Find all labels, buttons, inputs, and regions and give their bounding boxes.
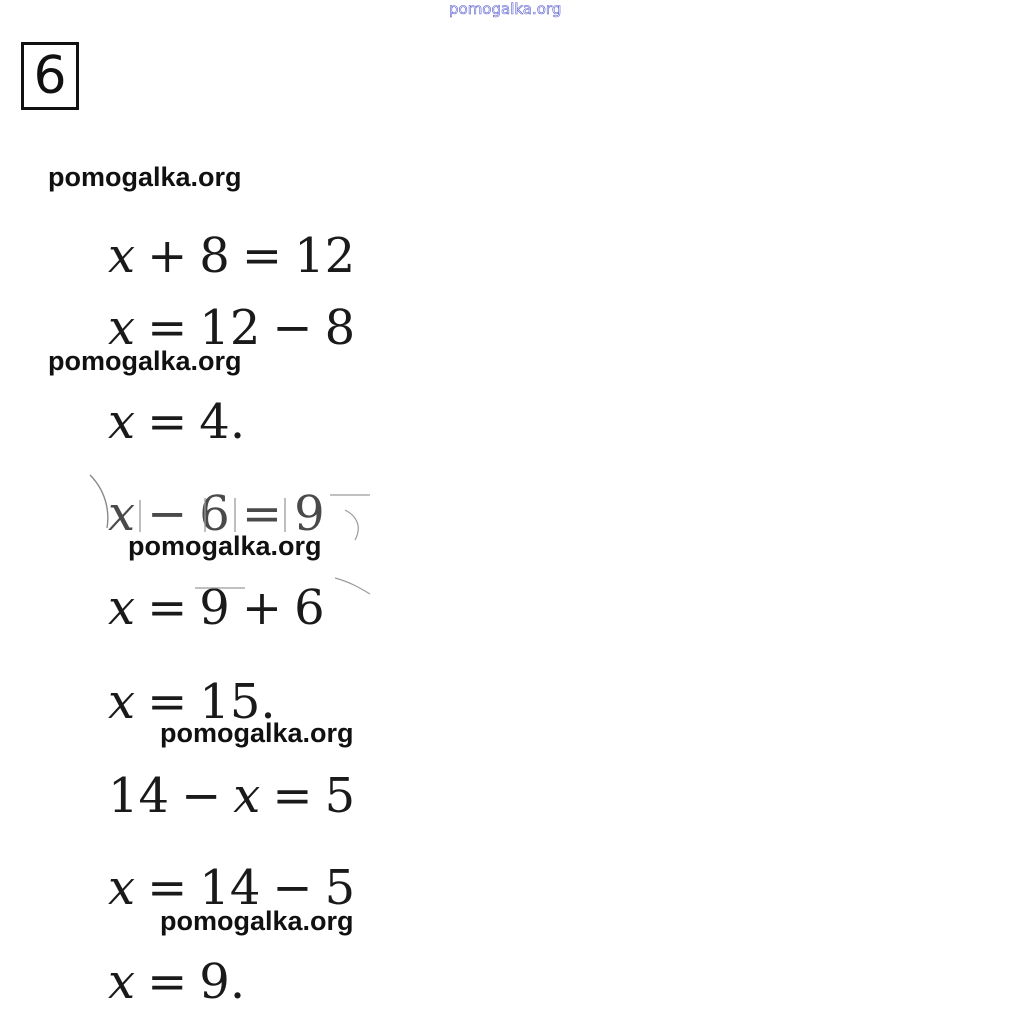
eq2-equals: = [147, 300, 188, 356]
eq1-lhs-b: 8 [199, 228, 230, 284]
task-number-box [21, 42, 79, 110]
eq7-lhs-b: x [233, 768, 261, 824]
equation-9 [108, 954, 246, 1010]
eq7-rhs: 5 [324, 768, 356, 824]
eq6-equals: = [147, 674, 188, 730]
watermark-4: pomogalka.org [160, 718, 354, 748]
watermark-3: pomogalka.org [128, 531, 322, 561]
equation-3 [108, 394, 246, 450]
eq1-lhs-a: x [108, 228, 136, 284]
eq9-rhs: 9. [199, 954, 246, 1010]
eq5-lhs-a: x [108, 580, 136, 636]
eq5-rhs-b: 6 [294, 580, 325, 636]
eq6-rhs: 15. [199, 674, 276, 730]
eq4-lhs-a: x [108, 486, 136, 542]
eq2-lhs-a: x [108, 300, 136, 356]
eq5-equals: = [147, 580, 188, 636]
watermark-5: pomogalka.org [160, 906, 354, 936]
eq7-lhs-a: 14 [108, 768, 170, 824]
equation-7 [108, 768, 356, 824]
eq4-lhs-b: 6 [199, 486, 230, 542]
eq8-rhs-b: 5 [324, 860, 356, 916]
eq1-equals: = [241, 228, 283, 284]
eq7-equals: = [272, 768, 313, 824]
eq3-lhs-a: x [108, 394, 136, 450]
eq1-op: + [147, 228, 188, 284]
eq6-lhs-a: x [108, 674, 136, 730]
eq7-op: − [181, 768, 222, 824]
top-watermark: pomogalka.org [449, 0, 562, 18]
eq8-equals: = [147, 860, 188, 916]
equation-1 [108, 228, 356, 284]
eq9-lhs-a: x [108, 954, 136, 1010]
task-number: 6 [33, 46, 67, 106]
eq8-rhs-a: 14 [199, 860, 261, 916]
eq2-rhs-b: 8 [324, 300, 356, 356]
eq4-rhs: 9 [294, 486, 325, 542]
equation-2 [108, 300, 356, 356]
watermark-1: pomogalka.org [48, 162, 242, 192]
eq2-op: − [272, 300, 313, 356]
eq3-rhs: 4. [199, 394, 246, 450]
eq5-op: + [241, 580, 283, 636]
watermark-2: pomogalka.org [48, 346, 242, 376]
eq8-op: − [272, 860, 313, 916]
eq3-equals: = [147, 394, 188, 450]
eq2-rhs-a: 12 [199, 300, 261, 356]
eq5-rhs-a: 9 [199, 580, 230, 636]
eq8-lhs-a: x [108, 860, 136, 916]
eq1-rhs: 12 [294, 228, 356, 284]
eq4-equals: = [241, 486, 283, 542]
eq9-equals: = [147, 954, 188, 1010]
eq4-op: − [147, 486, 188, 542]
equation-8 [108, 860, 356, 916]
